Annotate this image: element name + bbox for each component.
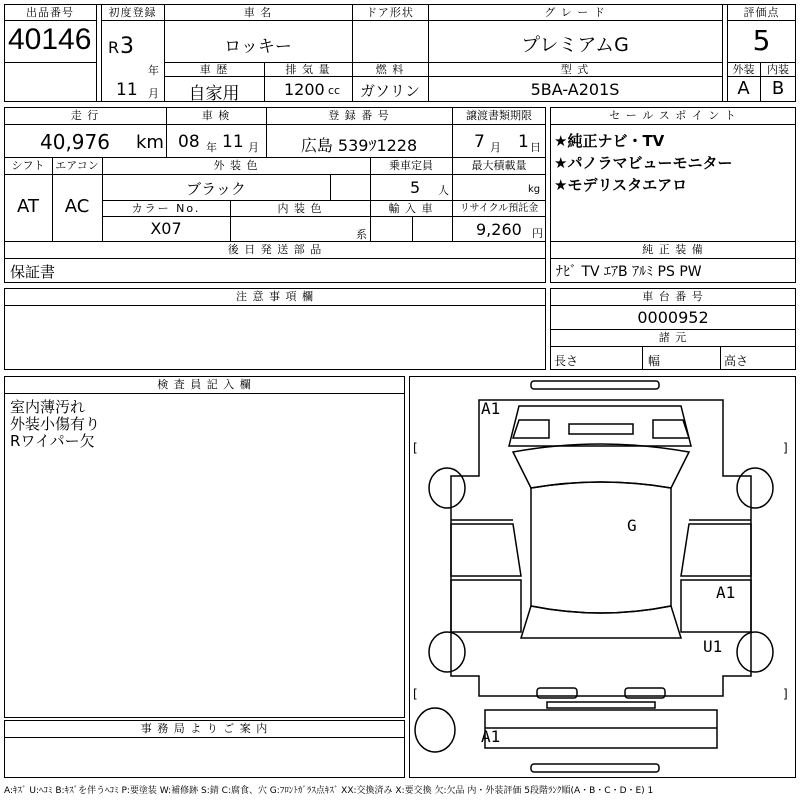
lot-number: 40146 — [8, 23, 92, 56]
notes-label: 注 意 事 項 欄 — [236, 290, 314, 303]
mark-roof: G — [627, 516, 637, 535]
inspection-month-unit: 月 — [248, 141, 259, 154]
model-value: 5BA-A201S — [530, 80, 620, 99]
roof — [531, 482, 671, 613]
color-no-value: X07 — [150, 219, 182, 238]
first-reg-year: 3 — [120, 34, 134, 59]
mileage-label: 走 行 — [70, 109, 100, 122]
score-value: 5 — [752, 24, 771, 57]
inspection-year-unit: 年 — [206, 141, 217, 154]
recycle-value: 9,260 — [476, 220, 522, 239]
front-bumper — [531, 381, 659, 389]
chassis-value: 0000952 — [637, 308, 709, 327]
sales-point-item: ★モデリスタエアロ — [554, 176, 688, 194]
grade-value: プレミアムG — [521, 34, 629, 56]
door-bracket: ] — [783, 441, 788, 455]
shift-value: AT — [17, 196, 39, 217]
inspection-month: 11 — [222, 132, 244, 152]
wheel-rear-right — [737, 632, 773, 672]
chassis-label: 車 台 番 号 — [642, 290, 704, 303]
first-reg-month-unit: 月 — [148, 87, 159, 100]
capacity-label: 乗車定員 — [389, 159, 433, 172]
inspector-line: Rワイパー欠 — [10, 432, 95, 450]
capacity-value: 5 — [410, 178, 421, 197]
recycle-label: リサイクル預託金 — [459, 203, 539, 214]
mileage-value: 40,976 — [40, 130, 110, 154]
mark-right-side: A1 — [716, 583, 736, 602]
exterior-color-label: 外 装 色 — [213, 159, 259, 172]
transfer-month-unit: 月 — [490, 141, 501, 154]
recycle-unit: 円 — [532, 227, 543, 240]
dims-height: 高さ — [724, 354, 749, 368]
inspector-label: 検 査 員 記 入 欄 — [157, 378, 252, 391]
grille — [569, 424, 633, 434]
int-score-value: B — [771, 78, 785, 99]
model-label: 型 式 — [560, 63, 590, 76]
sales-points-label: セ ー ル ス ポ イ ン ト — [609, 109, 737, 122]
genuine-label: 純 正 装 備 — [642, 243, 704, 256]
aircon-label: エアコン — [55, 159, 99, 172]
max-load-unit: kg — [528, 184, 541, 195]
car-name-label: 車 名 — [243, 6, 273, 19]
aircon-value: AC — [64, 196, 90, 217]
displacement-value: 1200 — [284, 80, 325, 99]
sales-point-item: ★パノラマビューモニター — [554, 154, 733, 172]
legend: A:ｷｽﾞ U:ﾍｺﾐ B:ｷｽﾞを伴うﾍｺﾐ P:要塗装 W:補修跡 S:錆 C:腐食、穴 G:ﾌﾛﾝﾄｶﾞﾗｽ点ｷｽﾞ XX:交換済み X:要交換 欠:欠品 内・外装評価 5段階ﾗﾝｸ順(A・B・C・D・E) 1 — [4, 786, 654, 796]
ext-score-label: 外装 — [732, 63, 755, 76]
capacity-unit: 人 — [438, 184, 449, 197]
inspection-label: 車 検 — [201, 109, 231, 122]
first-reg-year-unit: 年 — [148, 64, 159, 77]
transfer-label: 譲渡書類期限 — [466, 109, 532, 122]
first-reg-label: 初度登録 — [108, 6, 157, 19]
score-label: 評価点 — [743, 6, 780, 19]
shift-label: シフト — [11, 159, 45, 172]
inspector-line: 外装小傷有り — [10, 415, 101, 433]
door-label: ドア形状 — [366, 6, 414, 19]
transfer-day-unit: 日 — [530, 141, 541, 154]
lot-label: 出品番号 — [26, 6, 74, 19]
displacement-label: 排 気 量 — [285, 63, 331, 76]
car-diagram — [409, 376, 796, 778]
dims-length: 長さ — [554, 354, 579, 368]
exterior-color-value: ブラック — [186, 180, 246, 198]
max-load-label: 最大積載量 — [471, 159, 527, 172]
headlight-right — [653, 420, 689, 438]
registration-label: 登 録 番 号 — [328, 109, 390, 122]
import-label: 輸 入 車 — [388, 202, 434, 215]
left-front-door — [451, 524, 521, 576]
transfer-month: 7 — [474, 132, 485, 152]
history-value: 自家用 — [188, 84, 240, 104]
fuel-label: 燃 料 — [375, 63, 405, 76]
mark-front: A1 — [481, 399, 501, 418]
right-front-door — [681, 524, 751, 576]
int-score-label: 内装 — [767, 63, 789, 76]
door-bracket: [ — [413, 441, 418, 455]
parts-later-label: 後 日 発 送 部 品 — [227, 243, 323, 256]
hood — [509, 406, 691, 446]
displacement-unit: cc — [328, 84, 341, 97]
office-label: 事 務 局 よ り ご 案 内 — [140, 722, 269, 735]
sales-point-item: ★純正ナビ・TV — [554, 132, 665, 150]
registration-value: 広島 539ﾂ1228 — [300, 136, 418, 155]
wheel-rear-left — [429, 632, 465, 672]
door-bracket: [ — [413, 687, 418, 701]
first-reg-month: 11 — [116, 80, 138, 100]
parts-later-value: 保証書 — [10, 263, 56, 281]
dims-width: 幅 — [648, 354, 661, 368]
door-bracket: ] — [783, 687, 788, 701]
ext-score-value: A — [737, 78, 750, 99]
first-reg-era: R — [108, 38, 120, 57]
mileage-unit: km — [136, 132, 164, 153]
inspection-year: 08 — [178, 132, 200, 152]
wheel-front-left — [429, 468, 465, 508]
rear-bumper — [531, 764, 659, 772]
rear-window — [521, 606, 681, 638]
genuine-value: ﾅﾋﾞ TV ｴｱB ｱﾙﾐ PS PW — [556, 264, 702, 280]
history-label: 車 歴 — [199, 63, 229, 76]
inspector-line: 室内薄汚れ — [10, 398, 86, 416]
spare-tire — [415, 708, 455, 752]
interior-color-unit: 系 — [356, 228, 367, 241]
headlight-left — [513, 420, 549, 438]
mark-rear: A1 — [481, 727, 501, 746]
mark-right-rear: U1 — [703, 637, 723, 656]
grade-label: グ レ ー ド — [544, 6, 606, 19]
dims-label: 諸 元 — [658, 331, 688, 344]
color-no-label: カラー No. — [131, 202, 201, 215]
wheel-front-right — [737, 468, 773, 508]
interior-color-label: 内 装 色 — [277, 202, 323, 215]
car-name-value: ロッキー — [224, 37, 292, 57]
rear-hatch — [485, 710, 717, 748]
fuel-value: ガソリン — [359, 82, 420, 100]
transfer-day: 1 — [518, 132, 529, 152]
rear-lower-bar — [547, 702, 655, 708]
left-rear-door — [451, 580, 521, 632]
